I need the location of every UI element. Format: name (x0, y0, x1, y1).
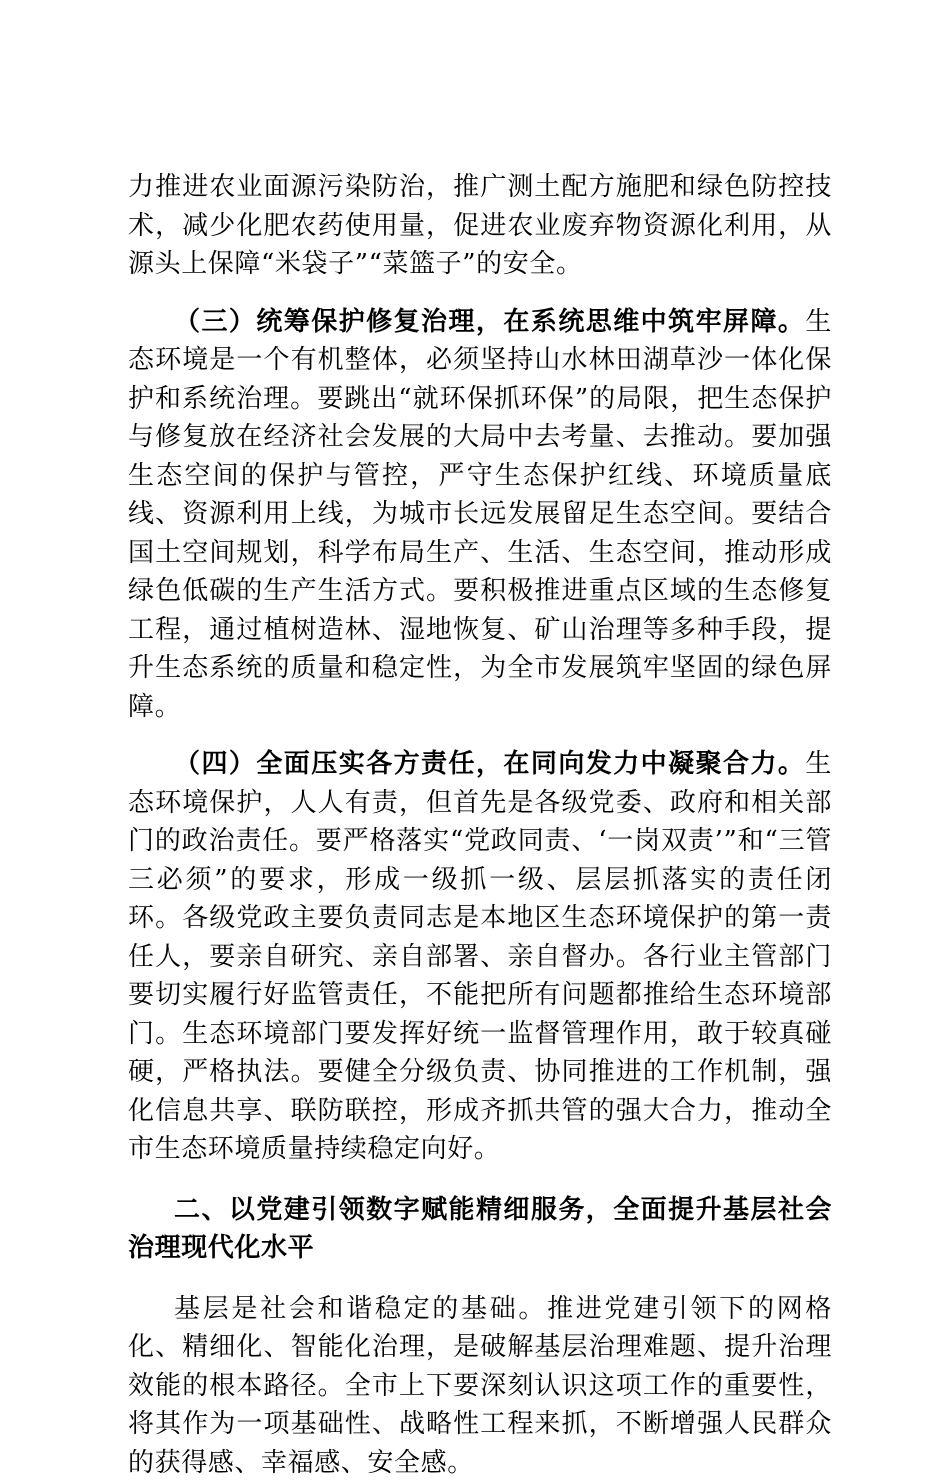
section-three-body: 生态环境是一个有机整体，必须坚持山水林田湖草沙一体化保护和系统治理。要跳出“就环保抓环保”的局限，把生态保护与修复放在经济社会发展的大局中去考量、去推动。要加强生态空间的保护与管控，严守生态保护红线、环境质量底线、资源利用上线，为城市长远发展留足生态空间。要结合国土空间规划，科学布局生产、生活、生态空间，推动形成绿色低碳的生产生活方式。要积极推进重点区域的生态修复工程，通过植树造林、湿地恢复、矿山治理等多种手段，提升生态系统的质量和稳定性，为全市发展筑牢坚固的绿色屏障。 (128, 307, 832, 722)
section-four-lead: （四）全面压实各方责任，在同向发力中凝聚合力。 (174, 749, 805, 779)
paragraph-agri-pollution: 力推进农业面源污染防治，推广测土配方施肥和绿色防控技术，减少化肥农药使用量，促进农业废弃物资源化利用，从源头上保障“米袋子”“菜篮子”的安全。 (128, 168, 832, 284)
paragraph-section-four (128, 745, 832, 1169)
section-heading-two: 二、以党建引领数字赋能精细服务，全面提升基层社会治理现代化水平 (128, 1191, 832, 1268)
section-three-lead: （三）统筹保护修复治理，在系统思维中筑牢屏障。 (174, 307, 805, 337)
document-body (128, 168, 832, 1482)
paragraph-section-three (128, 303, 832, 727)
paragraph-grassroots: 基层是社会和谐稳定的基础。推进党建引领下的网格化、精细化、智能化治理，是破解基层治理难题、提升治理效能的根本路径。全市上下要深刻认识这项工作的重要性，将其作为一项基础性、战略性工程来抓，不断增强人民群众的获得感、幸福感、安全感。 (128, 1290, 832, 1482)
section-four-body: 生态环境保护，人人有责，但首先是各级党委、政府和相关部门的政治责任。要严格落实“党政同责、‘一岗双责’”和“三管三必须”的要求，形成一级抓一级、层层抓落实的责任闭环。各级党政主要负责同志是本地区生态环境保护的第一责任人，要亲自研究、亲自部署、亲自督办。各行业主管部门要切实履行好监管责任，不能把所有问题都推给生态环境部门。生态环境部门要发挥好统一监督管理作用，敢于较真碰硬，严格执法。要健全分级负责、协同推进的工作机制，强化信息共享、联防联控，形成齐抓共管的强大合力，推动全市生态环境质量持续稳定向好。 (128, 749, 832, 1164)
